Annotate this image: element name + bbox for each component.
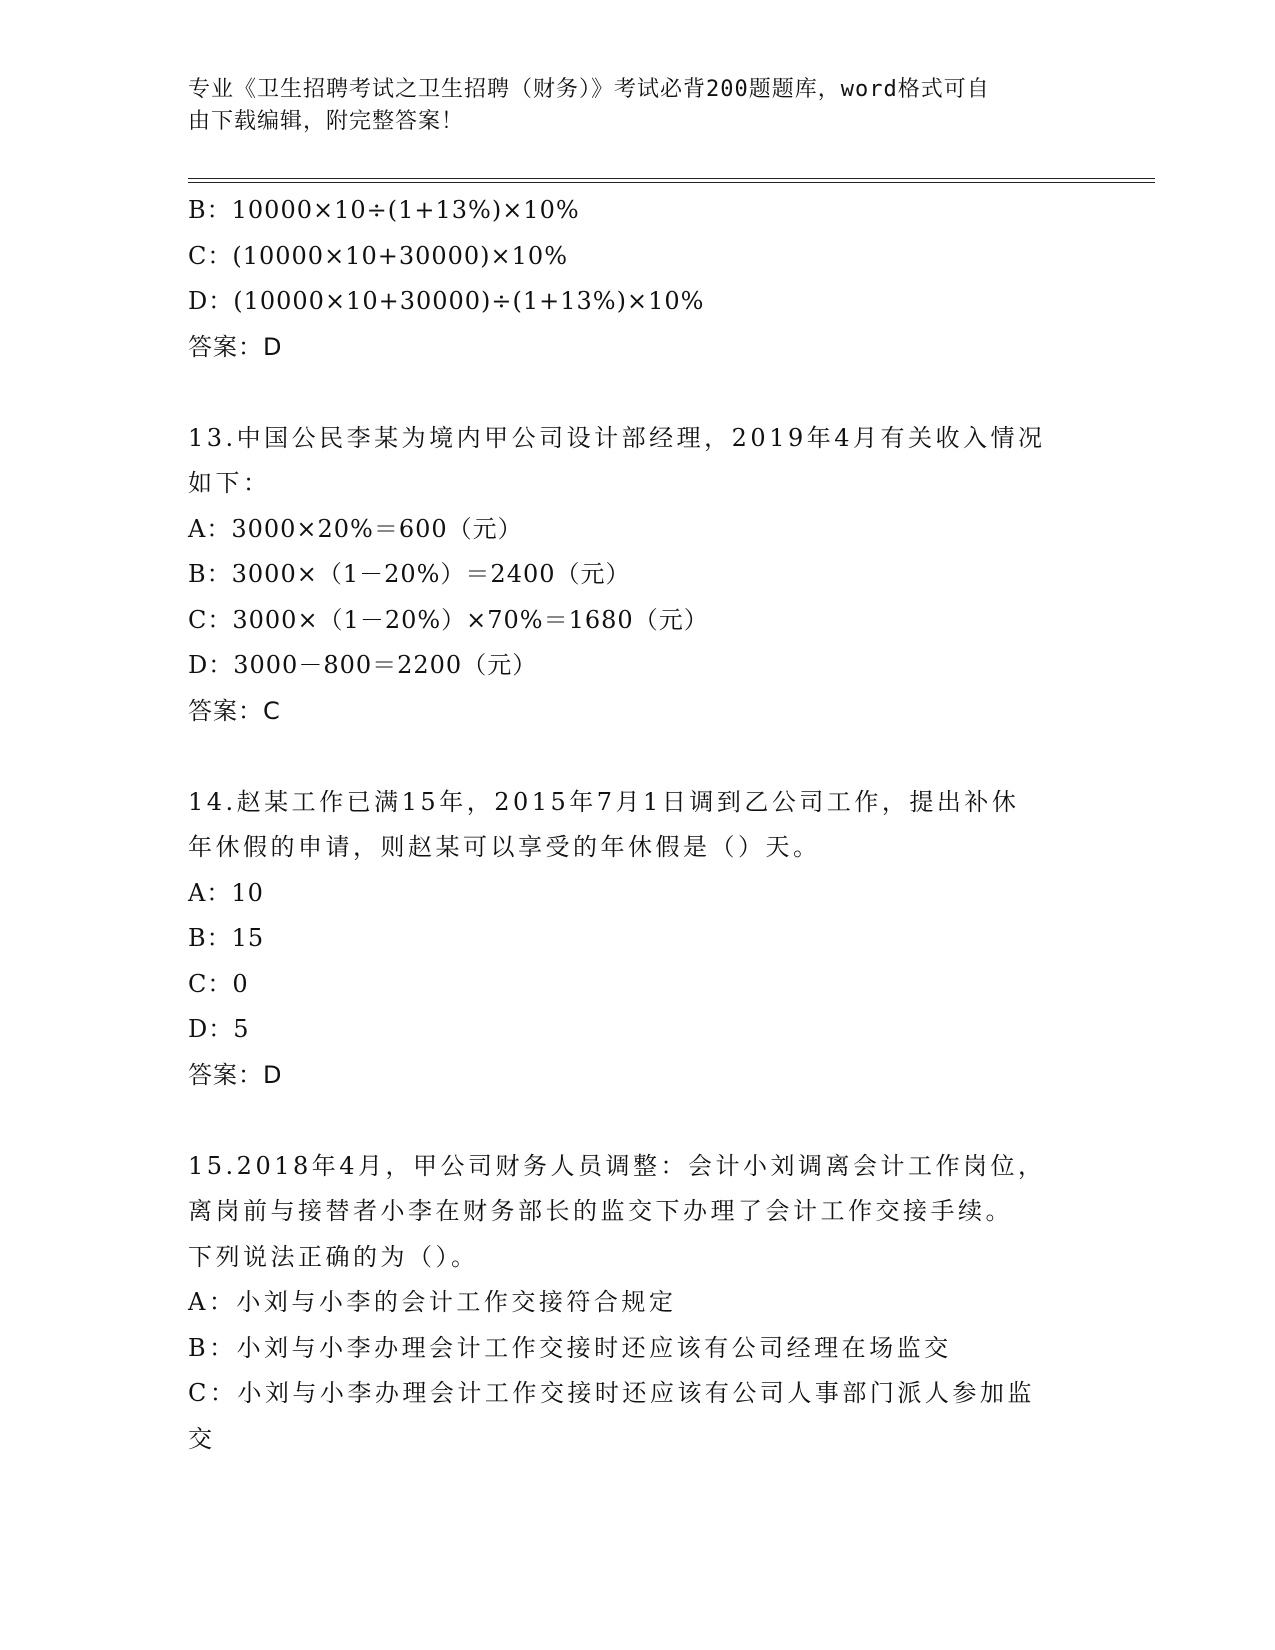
q13-option-b: B：3000×（1－20%）＝2400（元） <box>188 560 631 588</box>
q14-answer: 答案：D <box>188 1060 283 1089</box>
q13-text-line-1: 13.中国公民李某为境内甲公司设计部经理，2019年4月有关收入情况 <box>188 423 1046 452</box>
q15-option-c-wrap: 交 <box>188 1424 216 1453</box>
q15-option-c: C：小刘与小李办理会计工作交接时还应该有公司人事部门派人参加监 <box>188 1379 1035 1407</box>
q14-option-d: D：5 <box>188 1015 250 1043</box>
q14-option-c: C：0 <box>188 969 249 998</box>
q14-text-line-1: 14.赵某工作已满15年，2015年7月1日调到乙公司工作，提出补休 <box>188 787 1020 816</box>
q15-option-a: A：小刘与小李的会计工作交接符合规定 <box>188 1288 677 1316</box>
q13-option-d: D：3000－800＝2200（元） <box>188 651 538 679</box>
question-gap <box>188 734 1078 780</box>
document-body <box>188 188 1078 1462</box>
q13-text-line-2: 如下： <box>188 469 271 497</box>
q12-option-b: B：10000×10÷(1+13%)×10% <box>188 196 580 224</box>
question-gap <box>188 370 1078 416</box>
q13-answer: 答案：C <box>188 696 281 725</box>
q15-text-line-1: 15.2018年4月，甲公司财务人员调整：会计小刘调离会计工作岗位， <box>188 1151 1046 1180</box>
q14-option-b: B：15 <box>188 924 265 952</box>
document-header <box>188 74 1068 138</box>
q12-option-c: C：(10000×10+30000)×10% <box>188 241 568 270</box>
question-12-tail <box>188 188 1078 370</box>
header-title-line-1: 专业《卫生招聘考试之卫生招聘（财务）》考试必背200题题库，word格式可自 <box>188 77 990 102</box>
q15-text-line-3: 下列说法正确的为（）。 <box>188 1242 479 1271</box>
q15-option-b: B：小刘与小李办理会计工作交接时还应该有公司经理在场监交 <box>188 1333 952 1362</box>
q14-option-a: A：10 <box>188 878 264 907</box>
q13-option-a: A：3000×20%＝600（元） <box>188 514 523 543</box>
header-divider <box>188 178 1155 183</box>
q15-text-line-2: 离岗前与接替者小李在财务部长的监交下办理了会计工作交接手续。 <box>188 1197 1013 1225</box>
q13-option-c: C：3000×（1－20%）×70%＝1680（元） <box>188 605 709 634</box>
q12-option-d: D：(10000×10+30000)÷(1+13%)×10% <box>188 287 705 315</box>
question-14 <box>188 780 1078 1099</box>
question-15 <box>188 1144 1078 1463</box>
question-13 <box>188 416 1078 735</box>
q14-text-line-2: 年休假的申请，则赵某可以享受的年休假是（）天。 <box>188 833 821 861</box>
header-title-line-2: 由下载编辑，附完整答案！ <box>188 109 465 134</box>
question-gap <box>188 1098 1078 1144</box>
q12-answer: 答案：D <box>188 332 283 361</box>
